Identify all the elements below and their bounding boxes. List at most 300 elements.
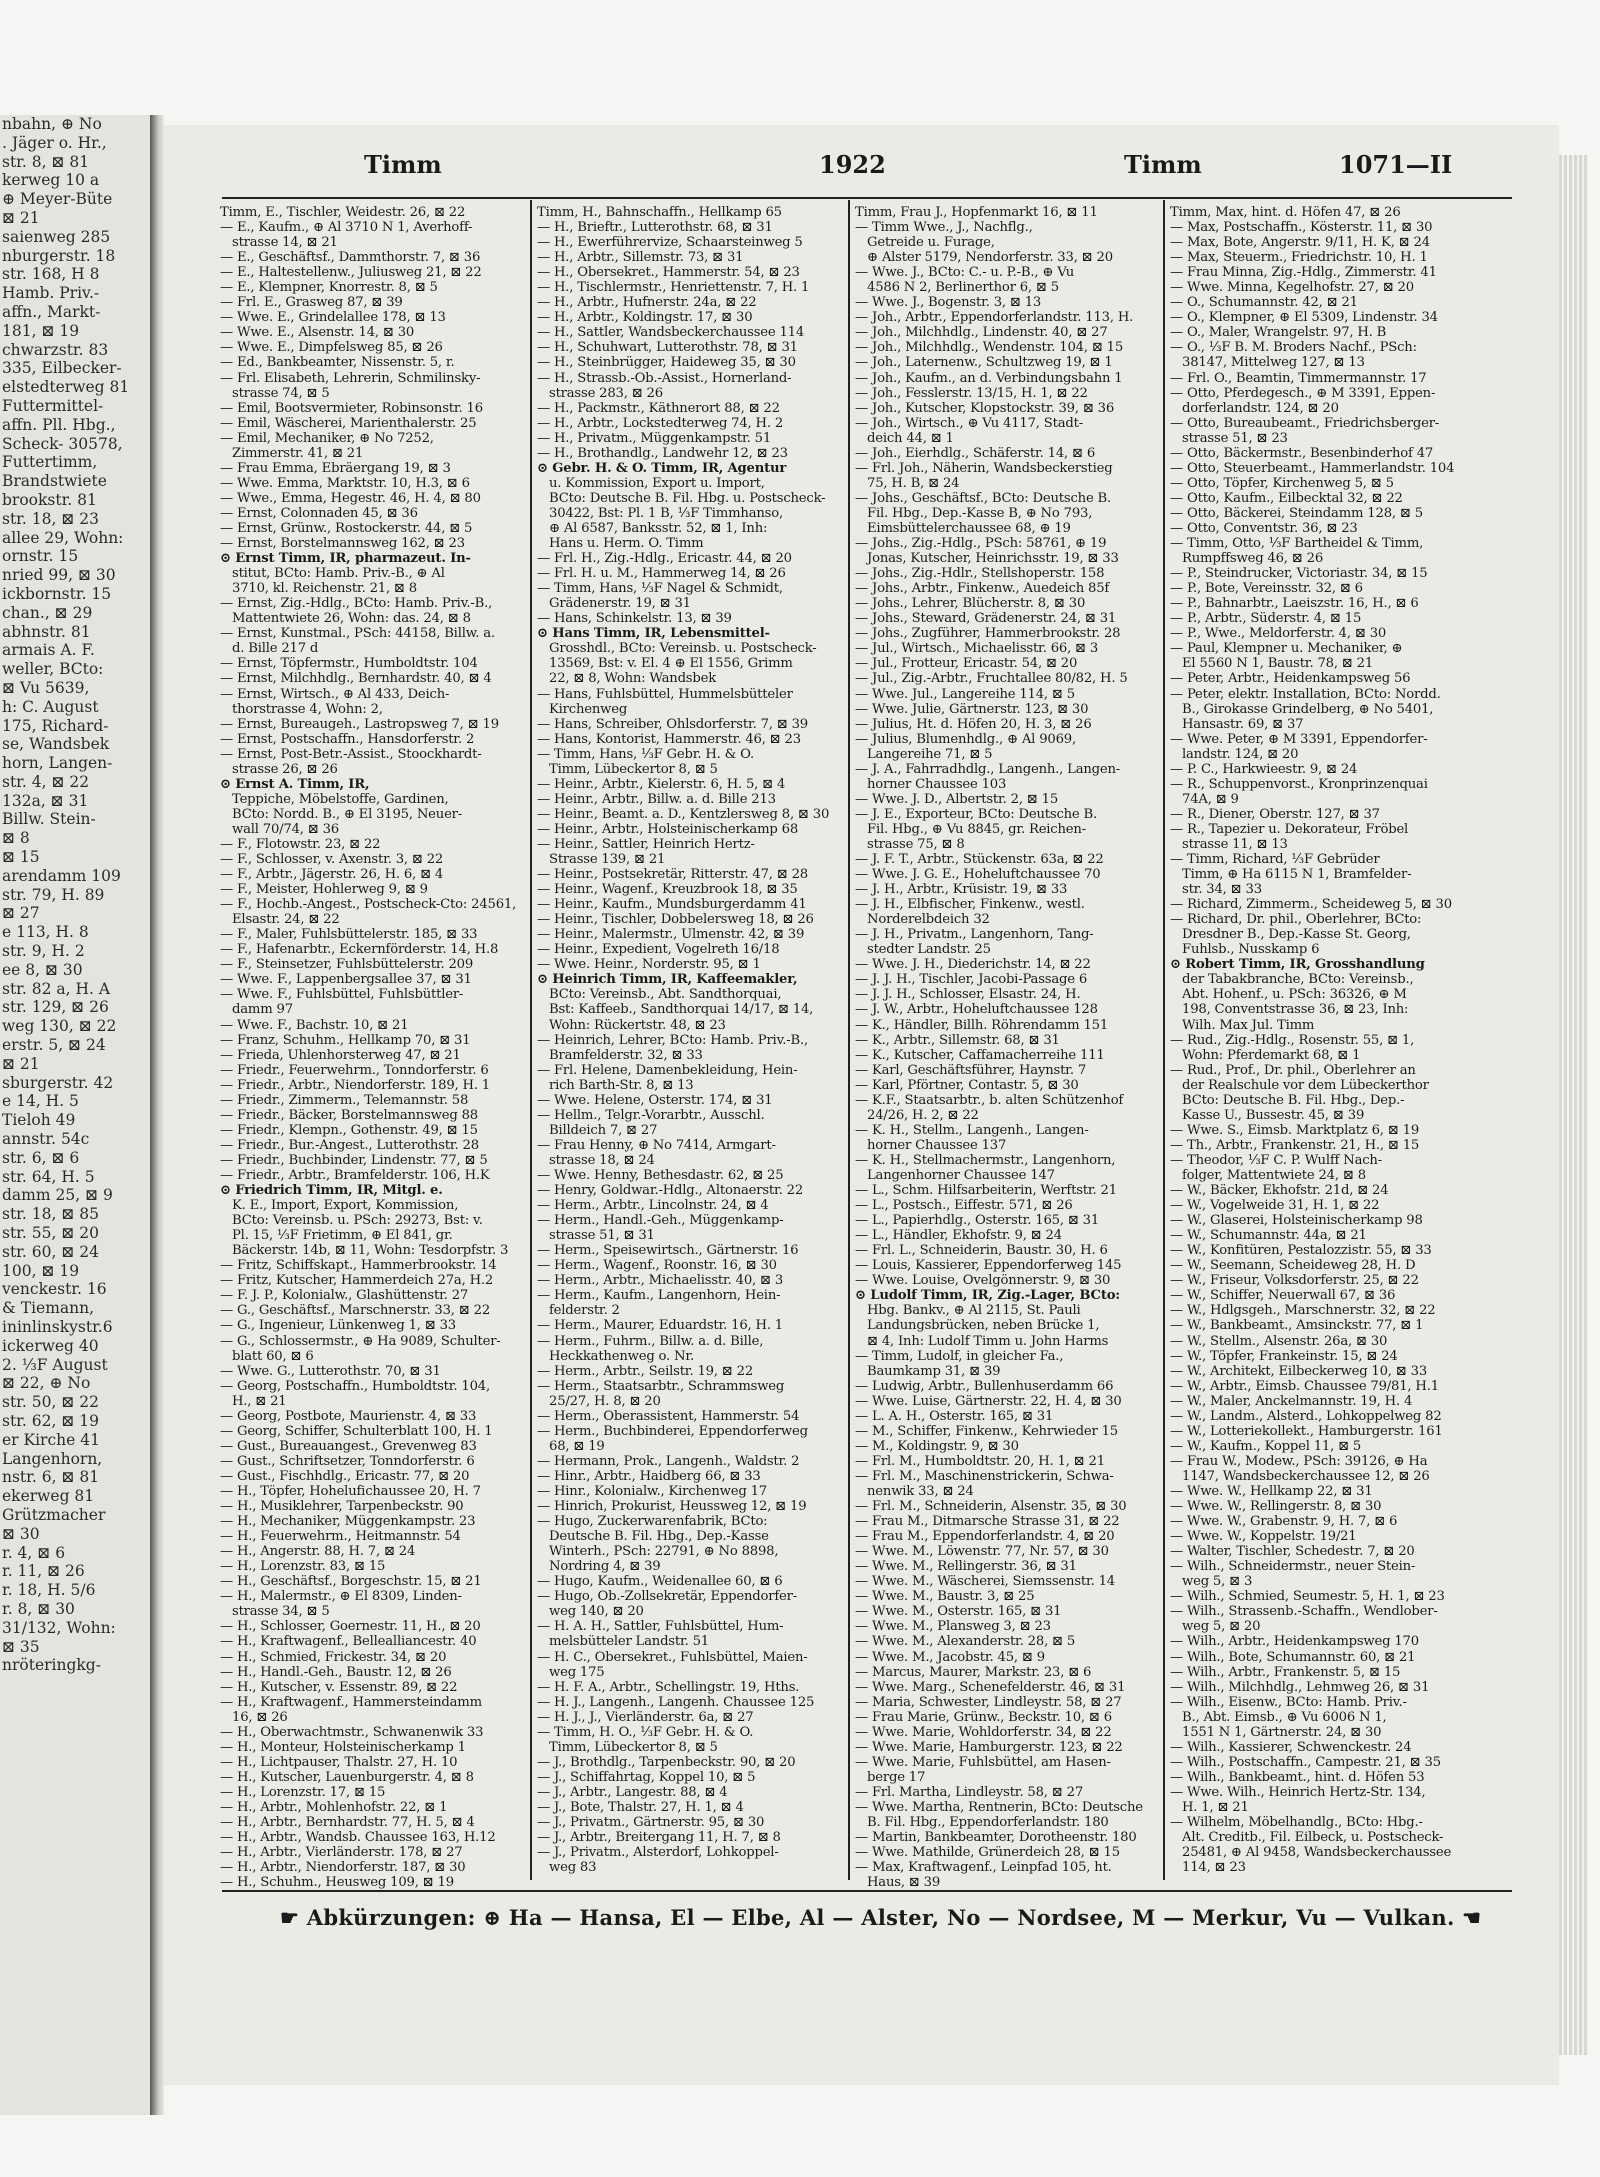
directory-entry-line: — W., Bäcker, Ekhofstr. 21d, ⊠ 24: [1170, 1183, 1389, 1199]
directory-entry-line: — E., Klempner, Knorrestr. 8, ⊠ 5: [220, 280, 438, 296]
running-head-left: Timm: [364, 150, 442, 179]
directory-entry-line: — Wwe. Jul., Langereihe 114, ⊠ 5: [855, 686, 1075, 702]
directory-entry-line: — Wilh., Eisenw., BCto: Hamb. Priv.-: [1170, 1694, 1407, 1710]
directory-entry-line: — Herm., Staatsarbtr., Schrammsweg: [537, 1378, 785, 1394]
directory-entry-line: — Otto, Bureaubeamt., Friedrichsberger-: [1170, 415, 1440, 431]
left-page-line: weller, BCto:: [2, 660, 104, 679]
directory-entry-line: — Ernst, Töpfermstr., Humboldtstr. 104: [220, 656, 478, 672]
directory-entry-line: — H. C., Obersekret., Fuhlsbüttel, Maien-: [537, 1649, 808, 1665]
directory-entry-line: Rumpffsweg 46, ⊠ 26: [1182, 551, 1324, 567]
directory-entry-line: 198, Conventstrasse 36, ⊠ 23, Inh:: [1182, 1002, 1409, 1018]
directory-column-1: [220, 205, 530, 1890]
left-page-line: str. 82 a, H. A: [2, 979, 111, 998]
directory-entry-line: — W., Architekt, Eilbeckerweg 10, ⊠ 33: [1170, 1363, 1428, 1379]
directory-entry-line: — W., Vogelweide 31, H. 1, ⊠ 22: [1170, 1198, 1380, 1214]
directory-entry-line: — Friedr., Buchbinder, Lindenstr. 77, ⊠ 5: [220, 1152, 488, 1168]
directory-entry-line: — H., Arbtr., Niendorferstr. 187, ⊠ 30: [220, 1860, 466, 1876]
directory-entry-line: deich 44, ⊠ 1: [867, 430, 954, 446]
directory-entry-line: — H., Steinbrügger, Haideweg 35, ⊠ 30: [537, 355, 796, 371]
directory-entry-line: — Ed., Bankbeamter, Nissenstr. 5, r.: [220, 355, 455, 371]
left-page-line: sburgerstr. 42: [2, 1073, 114, 1092]
directory-entry-line: — Johs., Zugführer, Hammerbrookstr. 28: [855, 626, 1121, 642]
directory-entry-line: — Georg, Schiffer, Schulterblatt 100, H. 1: [220, 1423, 493, 1439]
left-page-line: ⊠ 35: [2, 1637, 40, 1656]
directory-entry-line: — H., Packmstr., Käthnerort 88, ⊠ 22: [537, 400, 780, 416]
directory-entry-line: — Joh., Eierhdlg., Schäferstr. 14, ⊠ 6: [855, 445, 1096, 461]
directory-entry-line: — J., Arbtr., Langestr. 88, ⊠ 4: [537, 1784, 728, 1800]
directory-entry-line: H., ⊠ 21: [232, 1393, 287, 1409]
directory-entry-line: — H., Privatm., Müggenkampstr. 51: [537, 430, 772, 446]
directory-entry-line: — Herm., Arbtr., Seilstr. 19, ⊠ 22: [537, 1363, 754, 1379]
directory-entry-line: Timm, Lübeckertor 8, ⊠ 5: [549, 1739, 718, 1755]
directory-entry-line: — Frl. Joh., Näherin, Wandsbeckerstieg: [855, 460, 1113, 476]
directory-entry-line: Deutsche B. Fil. Hbg., Dep.-Kasse: [549, 1529, 769, 1545]
directory-entry-line: — Frau Emma, Ebräergang 19, ⊠ 3: [220, 460, 451, 476]
left-page-line: ⊠ 8: [2, 829, 30, 848]
directory-entry-line: Mattentwiete 26, Wohn: das. 24, ⊠ 8: [232, 611, 471, 627]
left-page-line: armais A. F.: [2, 641, 95, 660]
directory-entry-line: Heckkathenweg o. Nr.: [549, 1348, 695, 1364]
directory-entry-line: Grädenerstr. 19, ⊠ 31: [549, 596, 691, 612]
left-page-line: . Jäger o. Hr.,: [2, 133, 107, 152]
directory-entry-line: — Wwe. W., Koppelstr. 19/21: [1170, 1529, 1357, 1545]
left-page-line: Brandstwiete: [2, 472, 107, 491]
directory-entry-line: Norderelbdeich 32: [867, 912, 990, 928]
directory-entry-line: — J., Privatm., Gärtnerstr. 95, ⊠ 30: [537, 1815, 765, 1831]
directory-entry-line: — Johs., Zig.-Hdlr., Stellshoperstr. 158: [855, 566, 1105, 582]
directory-entry-line: — Friedr., Zimmerm., Telemannstr. 58: [220, 1092, 469, 1108]
left-page-fragment: [0, 115, 153, 2115]
directory-entry-line: — Max, Steuerm., Friedrichstr. 10, H. 1: [1170, 250, 1428, 266]
directory-entry-line: — Wilh., Kassierer, Schwenckestr. 24: [1170, 1739, 1412, 1755]
left-page-line: r. 8, ⊠ 30: [2, 1599, 75, 1618]
directory-entry-line: B., Abt. Eimsb., ⊕ Vu 6006 N 1,: [1182, 1709, 1387, 1725]
left-page-line: allee 29, Wohn:: [2, 528, 124, 547]
directory-entry-line: — Wwe. Louise, Övelgönnerstr. 9, ⊠ 30: [855, 1273, 1111, 1289]
directory-entry-line: — Herm., Handl.-Geh., Müggenkamp-: [537, 1213, 784, 1229]
left-page-line: r. 11, ⊠ 26: [2, 1562, 85, 1581]
directory-entry-line: — Frl. E., Grasweg 87, ⊠ 39: [220, 295, 403, 311]
directory-entry-line: — O., Klempner, ⊕ El 5309, Lindenstr. 34: [1170, 310, 1438, 326]
directory-entry-line: — Timm, Richard, ⅓F Gebrüder: [1170, 852, 1380, 868]
directory-entry-line: — J., Arbtr., Breitergang 11, H. 7, ⊠ 8: [537, 1830, 781, 1846]
directory-entry-line: Langereihe 71, ⊠ 5: [867, 746, 993, 762]
directory-entry-line: — Wilh., Bote, Schumannstr. 60, ⊠ 21: [1170, 1649, 1416, 1665]
directory-entry-line: 25481, ⊕ Al 9458, Wandsbeckerchaussee: [1182, 1845, 1452, 1861]
directory-entry-line: — Wwe. J., Bogenstr. 3, ⊠ 13: [855, 295, 1042, 311]
directory-entry-line: — Wwe. M., Löwenstr. 77, Nr. 57, ⊠ 30: [855, 1544, 1109, 1560]
directory-entry-line: Teppiche, Möbelstoffe, Gardinen,: [232, 791, 449, 807]
left-page-line: 132a, ⊠ 31: [2, 791, 89, 810]
directory-entry-line: B. Fil. Hbg., Eppendorferlandstr. 180: [867, 1815, 1109, 1831]
directory-entry-line: — Franz, Schuhm., Hellkamp 70, ⊠ 31: [220, 1032, 471, 1048]
left-page-line: horn, Langen-: [2, 754, 113, 773]
directory-entry-line: 75, H. B, ⊠ 24: [867, 475, 960, 491]
directory-entry-line: — F., Schlosser, v. Axenstr. 3, ⊠ 22: [220, 852, 444, 868]
directory-entry-line: Abt. Hohenf., u. PSch: 36326, ⊕ M: [1182, 987, 1407, 1003]
directory-entry-line: — Wwe. W., Hellkamp 22, ⊠ 31: [1170, 1483, 1373, 1499]
directory-entry-line: — Jul., Zig.-Arbtr., Fruchtallee 80/82, H. 5: [855, 671, 1128, 687]
directory-entry-line: — Wwe. Marie, Wohldorferstr. 34, ⊠ 22: [855, 1724, 1112, 1740]
directory-entry-line: weg 140, ⊠ 20: [549, 1604, 644, 1620]
directory-entry-line: Winterh., PSch: 22791, ⊕ No 8898,: [549, 1544, 779, 1560]
directory-entry-line: — Otto, Steuerbeamt., Hammerlandstr. 104: [1170, 460, 1455, 476]
left-page-line: ⊠ 21: [2, 1054, 40, 1073]
directory-entry-line: strasse 18, ⊠ 24: [549, 1152, 655, 1168]
page-number: 1071—II: [1339, 150, 1453, 179]
directory-entry-line: — Wwe. M., Alexanderstr. 28, ⊠ 5: [855, 1634, 1076, 1650]
directory-entry-line: 22, ⊠ 8, Wohn: Wandsbek: [549, 671, 717, 687]
directory-entry-line: — L., Postsch., Eiffestr. 571, ⊠ 26: [855, 1198, 1073, 1214]
directory-entry-line: — Julius, Blumenhdlg., ⊕ Al 9069,: [855, 731, 1076, 747]
directory-entry-line: ⊙ Hans Timm, IR, Lebensmittel-: [537, 626, 770, 642]
directory-entry-line: — Ernst, Milchhdlg., Bernhardstr. 40, ⊠ 4: [220, 671, 492, 687]
directory-entry-line: Timm, ⊕ Ha 6115 N 1, Bramfelder-: [1182, 867, 1412, 883]
directory-entry-line: — K., Kutscher, Caffamacherreihe 111: [855, 1047, 1105, 1063]
directory-entry-line: — J. H., Arbtr., Krüsistr. 19, ⊠ 33: [855, 882, 1068, 898]
directory-entry-line: ⊙ Ludolf Timm, IR, Zig.-Lager, BCto:: [855, 1288, 1120, 1304]
directory-entry-line: — Gust., Schriftsetzer, Tonndorferstr. 6: [220, 1453, 475, 1469]
directory-entry-line: — P., Steindrucker, Victoriastr. 34, ⊠ 15: [1170, 566, 1428, 582]
directory-entry-line: Getreide u. Furage,: [867, 235, 995, 251]
directory-entry-line: — J. J. H., Tischler, Jacobi-Passage 6: [855, 972, 1088, 988]
directory-entry-line: — Wwe. W., Grabenstr. 9, H. 7, ⊠ 6: [1170, 1514, 1398, 1530]
directory-entry-line: — Herm., Fuhrm., Billw. a. d. Bille,: [537, 1333, 764, 1349]
directory-entry-line: Wohn: Rückertstr. 48, ⊠ 23: [549, 1017, 726, 1033]
directory-entry-line: — H., Musiklehrer, Tarpenbeckstr. 90: [220, 1499, 464, 1515]
directory-entry-line: ⊙ Friedrich Timm, IR, Mitgl. e.: [220, 1183, 443, 1199]
directory-entry-line: — J. J. H., Schlosser, Elsastr. 24, H.: [855, 987, 1081, 1003]
directory-entry-line: — O., ⅓F B. M. Broders Nachf., PSch:: [1170, 340, 1417, 356]
directory-entry-line: — Peter, Arbtr., Heidenkampsweg 56: [1170, 671, 1411, 687]
directory-entry-line: — Wwe. Martha, Rentnerin, BCto: Deutsche: [855, 1799, 1143, 1815]
directory-entry-line: — Heinr., Arbtr., Billw. a. d. Bille 213: [537, 791, 776, 807]
directory-entry-line: — Ernst, Grünw., Rostockerstr. 44, ⊠ 5: [220, 520, 473, 536]
directory-entry-line: 24/26, H. 2, ⊠ 22: [867, 1107, 979, 1123]
left-page-line: chan., ⊠ 29: [2, 603, 93, 622]
directory-entry-line: — Heinr., Arbtr., Kielerstr. 6, H. 5, ⊠ 4: [537, 776, 786, 792]
directory-entry-line: — Wwe. M., Baustr. 3, ⊠ 25: [855, 1589, 1035, 1605]
directory-entry-line: — Wilh., Postschaffn., Campestr. 21, ⊠ 35: [1170, 1754, 1441, 1770]
directory-entry-line: — Wwe. Peter, ⊕ M 3391, Eppendorfer-: [1170, 731, 1428, 747]
directory-entry-line: ⊙ Ernst A. Timm, IR,: [220, 776, 370, 792]
directory-entry-line: — Hellm., Telgr.-Vorarbtr., Ausschl.: [537, 1107, 765, 1123]
directory-entry-line: strasse 74, ⊠ 5: [232, 385, 330, 401]
directory-entry-line: — Ernst, Wirtsch., ⊕ Al 433, Deich-: [220, 686, 450, 702]
left-page-line: Scheck- 30578,: [2, 434, 123, 453]
directory-entry-line: strasse 75, ⊠ 8: [867, 836, 965, 852]
left-page-line: annstr. 54c: [2, 1130, 90, 1149]
left-page-line: str. 62, ⊠ 19: [2, 1411, 99, 1430]
directory-entry-line: — Frau Minna, Zig.-Hdlg., Zimmerstr. 41: [1170, 265, 1437, 281]
directory-entry-line: — Emil, Mechaniker, ⊕ No 7252,: [220, 430, 434, 446]
directory-entry-line: — Wwe. S., Eimsb. Marktplatz 6, ⊠ 19: [1170, 1122, 1420, 1138]
directory-entry-line: landstr. 124, ⊠ 20: [1182, 746, 1299, 762]
left-page-line: str. 9, H. 2: [2, 942, 85, 961]
directory-entry-line: — Max, Bote, Angerstr. 9/11, H. K, ⊠ 24: [1170, 235, 1430, 251]
directory-entry-line: Pl. 15, ⅓F Frietimm, ⊕ El 841, gr.: [232, 1228, 453, 1244]
directory-entry-line: — Ernst, Kunstmal., PSch: 44158, Billw. a.: [220, 626, 495, 642]
directory-entry-line: Dresdner B., Dep.-Kasse St. Georg,: [1182, 927, 1411, 943]
directory-entry-line: — W., Landm., Alsterd., Lohkoppelweg 82: [1170, 1408, 1442, 1424]
directory-entry-line: — R., Diener, Oberstr. 127, ⊠ 37: [1170, 806, 1380, 822]
directory-entry-line: — W., Kaufm., Koppel 11, ⊠ 5: [1170, 1438, 1362, 1454]
directory-entry-line: — Friedr., Arbtr., Niendorferstr. 189, H. 1: [220, 1077, 490, 1093]
directory-entry-line: — Frl. Elisabeth, Lehrerin, Schmilinsky-: [220, 370, 481, 386]
left-page-line: str. 129, ⊠ 26: [2, 998, 109, 1017]
left-page-line: er Kirche 41: [2, 1430, 100, 1449]
directory-entry-line: — Frl. M., Schneiderin, Alsenstr. 35, ⊠ 30: [855, 1499, 1127, 1515]
left-page-line: nbahn, ⊕ No: [2, 115, 102, 133]
directory-entry-line: K. E., Import, Export, Kommission,: [232, 1198, 459, 1214]
directory-entry-line: — Wwe., Emma, Hegestr. 46, H. 4, ⊠ 80: [220, 490, 481, 506]
left-page-line: chwarzstr. 83: [2, 340, 109, 359]
directory-entry-line: — Jul., Frotteur, Ericastr. 54, ⊠ 20: [855, 656, 1078, 672]
left-page-line: str. 8, ⊠ 81: [2, 152, 90, 171]
directory-entry-line: — Hinr., Arbtr., Haidberg 66, ⊠ 33: [537, 1468, 761, 1484]
directory-entry-line: — Joh., Arbtr., Eppendorferlandstr. 113, H.: [855, 310, 1134, 326]
directory-entry-line: — H., Angerstr. 88, H. 7, ⊠ 24: [220, 1544, 416, 1560]
left-page-line: str. 79, H. 89: [2, 885, 105, 904]
directory-entry-line: — H., Strassb.-Ob.-Assist., Hornerland-: [537, 370, 792, 386]
directory-entry-line: — Heinr., Wagenf., Kreuzbrook 18, ⊠ 35: [537, 882, 798, 898]
directory-entry-line: — Heinr., Tischler, Dobbelersweg 18, ⊠ 26: [537, 912, 814, 928]
directory-entry-line: — H., Monteur, Holsteinischerkamp 1: [220, 1739, 466, 1755]
directory-entry-line: Timm, H., Bahnschaffn., Hellkamp 65: [537, 205, 782, 220]
directory-entry-line: — J., Schiffahrtag, Koppel 10, ⊠ 5: [537, 1769, 756, 1785]
directory-entry-line: ⊙ Ernst Timm, IR, pharmazeut. In-: [220, 551, 471, 567]
directory-entry-line: — W., Glaserei, Holsteinischerkamp 98: [1170, 1213, 1423, 1229]
directory-entry-line: — H. J., Langenh., Langenh. Chaussee 125: [537, 1694, 815, 1710]
directory-entry-line: — F., Meister, Hohlerweg 9, ⊠ 9: [220, 882, 428, 898]
directory-entry-line: — Wwe. Mathilde, Grünerdeich 28, ⊠ 15: [855, 1845, 1120, 1861]
directory-entry-line: — Richard, Dr. phil., Oberlehrer, BCto:: [1170, 912, 1422, 928]
directory-entry-line: — H., Kraftwagenf., Bellealliancestr. 40: [220, 1634, 477, 1650]
directory-entry-line: 13569, Bst: v. El. 4 ⊕ El 1556, Grimm: [549, 656, 793, 672]
directory-entry-line: — W., Arbtr., Eimsb. Chaussee 79/81, H.1: [1170, 1378, 1439, 1394]
left-page-line: ⊠ 15: [2, 848, 40, 867]
directory-entry-line: — K. H., Stellm., Langenh., Langen-: [855, 1122, 1089, 1138]
directory-entry-line: — Wwe. Helene, Osterstr. 174, ⊠ 31: [537, 1092, 773, 1108]
directory-entry-line: — Hugo, Kaufm., Weidenallee 60, ⊠ 6: [537, 1574, 783, 1590]
directory-entry-line: — Wilh., Strassenb.-Schaffn., Wendlober-: [1170, 1604, 1438, 1620]
directory-entry-line: rich Barth-Str. 8, ⊠ 13: [549, 1077, 694, 1093]
directory-entry-line: — Joh., Wirtsch., ⊕ Vu 4117, Stadt-: [855, 415, 1083, 431]
directory-entry-line: Fil. Hbg., Dep.-Kasse B, ⊕ No 793,: [867, 505, 1093, 521]
directory-entry-line: Fil. Hbg., ⊕ Vu 8845, gr. Reichen-: [867, 821, 1086, 837]
directory-entry-line: strasse 51, ⊠ 23: [1182, 430, 1288, 446]
left-page-line: arendamm 109: [2, 866, 121, 885]
left-page-line: ⊠ 22, ⊕ No: [2, 1374, 91, 1393]
directory-entry-line: — Timm, Hans, ⅓F Nagel & Schmidt,: [537, 581, 783, 597]
directory-entry-line: — H., Schuhm., Heusweg 109, ⊠ 19: [220, 1875, 454, 1891]
directory-entry-line: BCto: Vereinsb., Abt. Sandthorquai,: [549, 987, 782, 1003]
directory-entry-line: — Wwe. G., Lutterothstr. 70, ⊠ 31: [220, 1363, 441, 1379]
directory-entry-line: — Herm., Maurer, Eduardstr. 16, H. 1: [537, 1318, 783, 1334]
directory-entry-line: — J. H., Privatm., Langenhorn, Tang-: [855, 927, 1094, 943]
left-page-line: ⊕ Meyer-Büte: [2, 190, 113, 209]
directory-entry-line: ⊙ Robert Timm, IR, Grosshandlung: [1170, 957, 1425, 973]
directory-entry-line: — Frau Henny, ⊕ No 7414, Armgart-: [537, 1137, 776, 1153]
left-page-line: 31/132, Wohn:: [2, 1618, 116, 1637]
directory-entry-line: — F. J. P., Kolonialw., Glashüttenstr. 27: [220, 1288, 469, 1304]
directory-entry-line: — F., Steinsetzer, Fuhlsbüttelerstr. 209: [220, 957, 474, 973]
directory-entry-line: — H. A. H., Sattler, Fuhlsbüttel, Hum-: [537, 1619, 784, 1635]
left-page-line: ⊠ Vu 5639,: [2, 678, 90, 697]
left-page-line: ornstr. 15: [2, 547, 79, 566]
directory-entry-line: — Joh., Milchhdlg., Wendenstr. 104, ⊠ 15: [855, 340, 1124, 356]
directory-entry-line: Wilh. Max Jul. Timm: [1182, 1017, 1315, 1033]
directory-entry-line: — E., Geschäftsf., Dammthorstr. 7, ⊠ 36: [220, 250, 481, 266]
directory-entry-line: — Otto, Pferdegesch., ⊕ M 3391, Eppen-: [1170, 385, 1436, 401]
directory-entry-line: — L., Schm. Hilfsarbeiterin, Werftstr. 21: [855, 1183, 1117, 1199]
directory-entry-line: Zimmerstr. 41, ⊠ 21: [232, 445, 364, 461]
directory-entry-line: — Herm., Arbtr., Lincolnstr. 24, ⊠ 4: [537, 1198, 769, 1214]
directory-entry-line: — H., Mechaniker, Müggenkampstr. 23: [220, 1514, 476, 1530]
directory-entry-line: melsbütteler Landstr. 51: [549, 1634, 709, 1650]
directory-entry-line: — Martin, Bankbeamter, Dorotheenstr. 180: [855, 1830, 1137, 1846]
directory-entry-line: Hans u. Herm. O. Timm: [549, 536, 704, 552]
directory-entry-line: Timm, Max, hint. d. Höfen 47, ⊠ 26: [1170, 205, 1401, 220]
directory-entry-line: — Timm, Hans, ⅓F Gebr. H. & O.: [537, 746, 754, 762]
directory-entry-line: — Julius, Ht. d. Höfen 20, H. 3, ⊠ 26: [855, 716, 1092, 732]
directory-entry-line: — Karl, Pförtner, Contastr. 5, ⊠ 30: [855, 1077, 1079, 1093]
directory-entry-line: 4586 N 2, Berlinerthor 6, ⊠ 5: [867, 280, 1059, 296]
directory-entry-line: strasse 26, ⊠ 26: [232, 761, 338, 777]
directory-entry-line: — H., Arbtr., Koldingstr. 17, ⊠ 30: [537, 310, 753, 326]
directory-entry-line: Haus, ⊠ 39: [867, 1875, 941, 1891]
directory-entry-line: — H., Arbtr., Bernhardstr. 77, H. 5, ⊠ 4: [220, 1815, 475, 1831]
directory-entry-line: — Timm, Ludolf, in gleicher Fa.,: [855, 1348, 1064, 1364]
directory-entry-line: ⊕ Alster 5179, Nendorferstr. 33, ⊠ 20: [867, 250, 1113, 266]
directory-entry-line: Hansastr. 69, ⊠ 37: [1182, 716, 1304, 732]
directory-entry-line: damm 97: [232, 1002, 293, 1018]
directory-entry-line: — Wwe. Heinr., Norderstr. 95, ⊠ 1: [537, 957, 761, 973]
directory-entry-line: 1551 N 1, Gärtnerstr. 24, ⊠ 30: [1182, 1724, 1382, 1740]
directory-entry-line: — L. A. H., Osterstr. 165, ⊠ 31: [855, 1408, 1054, 1424]
directory-entry-line: — Frau M., Ditmarsche Strasse 31, ⊠ 22: [855, 1514, 1120, 1530]
directory-entry-line: — W., Maler, Anckelmannstr. 19, H. 4: [1170, 1393, 1413, 1409]
left-page-line: se, Wandsbek: [2, 735, 110, 754]
left-page-line: r. 4, ⊠ 6: [2, 1543, 66, 1562]
directory-entry-line: — Gust., Fischhdlg., Ericastr. 77, ⊠ 20: [220, 1468, 470, 1484]
directory-entry-line: — G., Ingenieur, Lünkenweg 1, ⊠ 33: [220, 1318, 456, 1334]
left-page-line: weg 130, ⊠ 22: [2, 1017, 117, 1036]
directory-entry-line: — Wwe. M., Plansweg 3, ⊠ 23: [855, 1619, 1051, 1635]
directory-entry-line: — Johs., Zig.-Hdlg., PSch: 58761, ⊕ 19: [855, 536, 1107, 552]
directory-entry-line: Billdeich 7, ⊠ 27: [549, 1122, 658, 1138]
directory-entry-line: ⊙ Gebr. H. & O. Timm, IR, Agentur: [537, 460, 787, 476]
directory-entry-line: blatt 60, ⊠ 6: [232, 1348, 314, 1364]
left-page-line: ickbornstr. 15: [2, 584, 112, 603]
directory-entry-line: — Hugo, Zuckerwarenfabrik, BCto:: [537, 1514, 768, 1530]
directory-entry-line: ⊕ Al 6587, Banksstr. 52, ⊠ 1, Inh:: [549, 520, 768, 536]
directory-entry-line: weg 5, ⊠ 20: [1182, 1619, 1261, 1635]
directory-entry-line: — R., Tapezier u. Dekorateur, Fröbel: [1170, 821, 1409, 837]
directory-entry-line: — Frl. Helene, Damenbekleidung, Hein-: [537, 1062, 798, 1078]
left-page-line: e 14, H. 5: [2, 1092, 79, 1111]
directory-entry-line: — Rud., Prof., Dr. phil., Oberlehrer an: [1170, 1062, 1416, 1078]
left-page-line: ⊠ 30: [2, 1524, 40, 1543]
directory-entry-line: Langenhorner Chaussee 147: [867, 1168, 1055, 1183]
directory-entry-line: — Joh., Fesslerstr. 13/15, H. 1, ⊠ 22: [855, 385, 1088, 401]
directory-entry-line: — Wwe. J., BCto: C.- u. P.-B., ⊕ Vu: [855, 265, 1075, 281]
directory-entry-line: — H., Lorenzstr. 83, ⊠ 15: [220, 1559, 386, 1575]
directory-entry-line: — Otto, Conventstr. 36, ⊠ 23: [1170, 520, 1358, 536]
directory-entry-line: Bst: Kaffeeb., Sandthorquai 14/17, ⊠ 14,: [549, 1002, 814, 1018]
directory-entry-line: — Heinr., Beamt. a. D., Kentzlersweg 8, ⊠ 30: [537, 806, 830, 822]
directory-entry-line: — Fritz, Schiffskapt., Hammerbrookstr. 14: [220, 1258, 497, 1274]
left-page-line: 100, ⊠ 19: [2, 1261, 80, 1280]
directory-entry-line: Fuhlsb., Nusskamp 6: [1182, 942, 1320, 958]
directory-entry-line: — Wilh., Arbtr., Frankenstr. 5, ⊠ 15: [1170, 1664, 1401, 1680]
directory-entry-line: Timm, Lübeckertor 8, ⊠ 5: [549, 761, 718, 777]
directory-entry-line: — Theodor, ⅓F C. P. Wulff Nach-: [1170, 1152, 1382, 1168]
left-page-line: Langenhorn,: [2, 1449, 103, 1468]
directory-entry-line: — W., Konfitüren, Pestalozzistr. 55, ⊠ 33: [1170, 1243, 1432, 1259]
directory-entry-line: — Hans, Schinkelstr. 13, ⊠ 39: [537, 611, 732, 627]
directory-entry-line: — Wwe. F., Fuhlsbüttel, Fuhlsbüttler-: [220, 987, 464, 1003]
left-page-line: str. 64, H. 5: [2, 1167, 95, 1186]
left-page-line: str. 6, ⊠ 6: [2, 1148, 80, 1167]
directory-entry-line: — Hinrich, Prokurist, Heussweg 12, ⊠ 19: [537, 1499, 807, 1515]
directory-entry-line: — H., Sattler, Wandsbeckerchaussee 114: [537, 325, 805, 341]
directory-entry-line: — Wwe. E., Alsenstr. 14, ⊠ 30: [220, 325, 415, 341]
directory-entry-line: strasse 14, ⊠ 21: [232, 235, 338, 251]
directory-entry-line: — Frau W., Modew., PSch: 39126, ⊕ Ha: [1170, 1453, 1428, 1469]
left-page-line: ickerweg 40: [2, 1336, 99, 1355]
running-head-year: 1922: [819, 150, 886, 179]
directory-entry-line: strasse 11, ⊠ 13: [1182, 836, 1288, 852]
directory-entry-line: — M., Schiffer, Finkenw., Kehrwieder 15: [855, 1423, 1118, 1439]
left-page-line: abhnstr. 81: [2, 622, 91, 641]
directory-entry-line: — Hans, Fuhlsbüttel, Hummelsbütteler: [537, 686, 793, 702]
directory-entry-line: — H., Handl.-Geh., Baustr. 12, ⊠ 26: [220, 1664, 452, 1680]
directory-entry-line: — H., Arbtr., Sillemstr. 73, ⊠ 31: [537, 250, 744, 266]
directory-entry-line: — Frl. Martha, Lindleystr. 58, ⊠ 27: [855, 1784, 1084, 1800]
left-page-line: h: C. August: [2, 697, 99, 716]
directory-entry-line: strasse 283, ⊠ 26: [549, 385, 663, 401]
directory-entry-line: — Hans, Kontorist, Hammerstr. 46, ⊠ 23: [537, 731, 801, 747]
directory-entry-line: — H., Malermstr., ⊕ El 8309, Linden-: [220, 1589, 462, 1605]
directory-entry-line: — Wwe. J. G. E., Hoheluftchaussee 70: [855, 867, 1101, 883]
directory-entry-line: — Wwe. Luise, Gärtnerstr. 22, H. 4, ⊠ 30: [855, 1393, 1122, 1409]
directory-entry-line: — Heinr., Sattler, Heinrich Hertz-: [537, 836, 755, 852]
directory-entry-line: — P., Bote, Vereinsstr. 32, ⊠ 6: [1170, 581, 1363, 597]
directory-entry-line: — H., Arbtr., Vierländerstr. 178, ⊠ 27: [220, 1845, 463, 1861]
directory-entry-line: — Wwe. M., Rellingerstr. 36, ⊠ 31: [855, 1559, 1077, 1575]
directory-entry-line: stedter Landstr. 25: [867, 942, 991, 958]
directory-entry-line: — Ernst, Post-Betr.-Assist., Stoockhardt-: [220, 746, 482, 762]
directory-entry-line: felderstr. 2: [549, 1303, 620, 1319]
directory-entry-line: Elsastr. 24, ⊠ 22: [232, 912, 340, 928]
left-page-line: 335, Eilbecker-: [2, 359, 122, 378]
directory-entry-line: H. 1, ⊠ 21: [1182, 1799, 1249, 1815]
directory-entry-line: 38147, Mittelweg 127, ⊠ 13: [1182, 355, 1365, 371]
directory-entry-line: — H., Geschäftsf., Borgeschstr. 15, ⊠ 21: [220, 1574, 482, 1590]
directory-entry-line: 1147, Wandsbeckerchaussee 12, ⊠ 26: [1182, 1468, 1430, 1484]
directory-entry-line: — H., Obersekret., Hammerstr. 54, ⊠ 23: [537, 265, 800, 281]
directory-entry-line: — Timm, Otto, ⅓F Bartheidel & Timm,: [1170, 536, 1424, 552]
directory-entry-line: — Richard, Zimmerm., Scheideweg 5, ⊠ 30: [1170, 897, 1452, 913]
directory-entry-line: strasse 34, ⊠ 5: [232, 1604, 330, 1620]
directory-entry-line: — Ernst, Zig.-Hdlg., BCto: Hamb. Priv.-B.,: [220, 596, 493, 612]
directory-column-4: [1170, 205, 1480, 1875]
directory-entry-line: — Friedr., Arbtr., Bramfelderstr. 106, H.K: [220, 1168, 490, 1183]
directory-entry-line: — H., Schlosser, Goernestr. 11, H., ⊠ 20: [220, 1619, 481, 1635]
directory-entry-line: — Th., Arbtr., Frankenstr. 21, H., ⊠ 15: [1170, 1137, 1420, 1153]
directory-entry-line: — H., Oberwachtmstr., Schwanenwik 33: [220, 1724, 484, 1740]
